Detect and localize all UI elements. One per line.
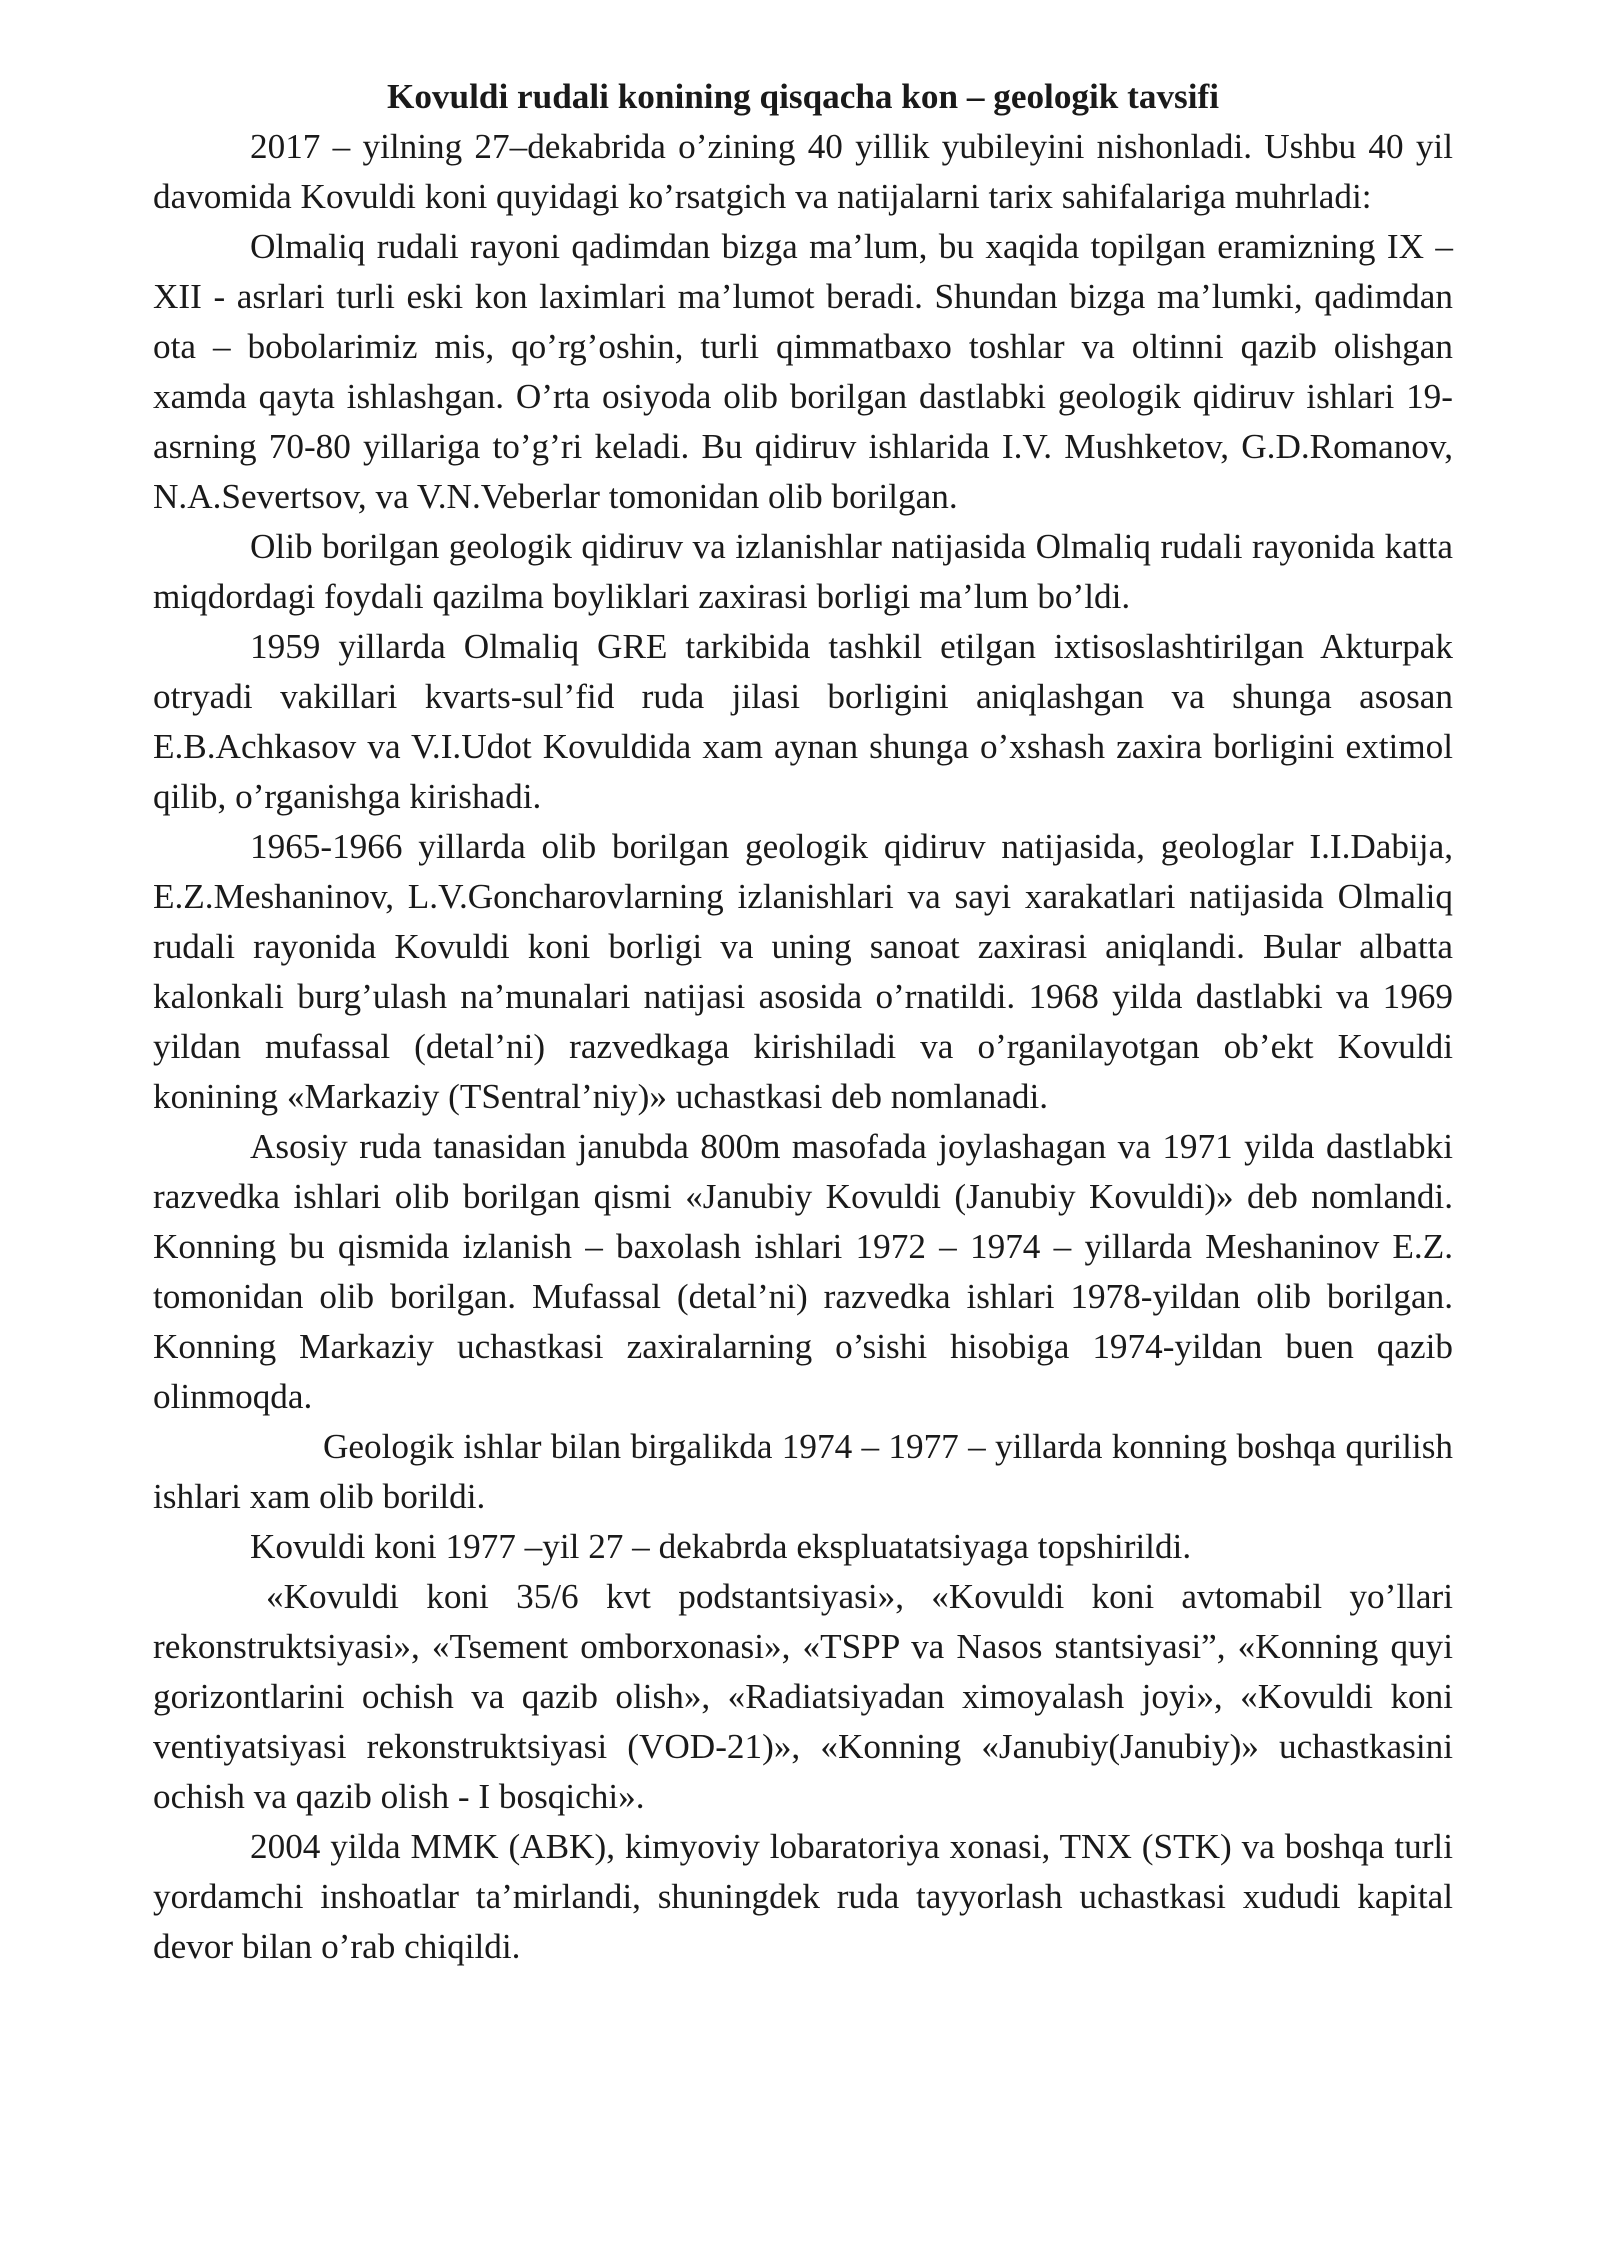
paragraph-2004: 2004 yilda MMK (ABK), kimyoviy lobaratoriya xonasi, TNX (STK) va boshqa turli yordamchi inshoatlar ta’mirlandi, shuningdek ruda tayyorlash uchastkasi xududi kapital devor bilan o’rab chiqildi. [153, 1827, 1453, 1966]
paragraph-commissioning: Kovuldi koni 1977 –yil 27 – dekabrda ekspluatatsiyaga topshirildi. [250, 1527, 1192, 1566]
paragraph-projects: «Kovuldi koni 35/6 kvt podstantsiyasi», «Kovuldi koni avtomabil yo’llari rekonstruktsiyasi», «Tsement omborxonasi», «TSPP va Nasos stantsiyasi”, «Konning quyi gorizontlarini ochish va qazib olish», «Radiatsiyadan ximoyalash joyi», «Kovuldi koni ventiyatsiyasi rekonstruktsiyasi (VOD-21)», «Konning «Janubiy(Janubiy)» uchastkasini ochish va qazib olish - I bosqichi». [153, 1577, 1453, 1816]
document-title: Kovuldi rudali konining qisqacha kon – geologik tavsifi [386, 77, 1220, 116]
paragraph-1965: 1965-1966 yillarda olib borilgan geologik qidiruv natijasida, geologlar I.I.Dabija, E.Z.Meshaninov, L.V.Goncharovlarning izlanishlari va sayi xarakatlari natijasida Olmaliq rudali rayonida Kovuldi koni borligi va uning sanoat zaxirasi aniqlandi. Bular albatta kalonkali burg’ulash na’munalari natijasi asosida o’rnatildi. 1968 yilda dastlabki va 1969 yildan mufassal (detal’ni) razvedkaga kirishiladi va o’rganilayotgan ob’ekt Kovuldi konining «Markaziy (TSentral’niy)» uchastkasi deb nomlanadi. [153, 827, 1453, 1116]
paragraph-construction: Geologik ishlar bilan birgalikda 1974 – 1977 – yillarda konning boshqa qurilish ishlari xam olib borildi. [153, 1427, 1453, 1516]
paragraph-history: Olmaliq rudali rayoni qadimdan bizga ma’lum, bu xaqida topilgan eramizning IX – XII - asrlari turli eski kon laximlari ma’lumot beradi. Shundan bizga ma’lumki, qadimdan ota – bobolarimiz mis, qo’rg’oshin, turli qimmatbaxo toshlar va oltinni qazib olishgan xamda qayta ishlashgan. O’rta osiyoda olib borilgan dastlabki geologik qidiruv ishlari 19- asrning 70-80 yillariga to’g’ri keladi. Bu qidiruv ishlarida I.V. Mushketov, G.D.Romanov, N.A.Severtsov, va V.N.Veberlar tomonidan olib borilgan. [153, 227, 1453, 516]
paragraph-1959: 1959 yillarda Olmaliq GRE tarkibida tashkil etilgan ixtisoslashtirilgan Akturpak otryadi vakillari kvarts-sul’fid ruda jilasi borligini aniqlashgan va shunga asosan E.B.Achkasov va V.I.Udot Kovuldida xam aynan shunga o’xshash zaxira borligini extimol qilib, o’rganishga kirishadi. [153, 627, 1453, 816]
paragraph-reserves: Olib borilgan geologik qidiruv va izlanishlar natijasida Olmaliq rudali rayonida katta miqdordagi foydali qazilma boyliklari zaxirasi borligi ma’lum bo’ldi. [153, 527, 1453, 616]
paragraph-anniversary: 2017 – yilning 27–dekabrida o’zining 40 yillik yubileyini nishonladi. Ushbu 40 yil davomida Kovuldi koni quyidagi ko’rsatgich va natijalarni tarix sahifalariga muhrladi: [153, 127, 1453, 216]
paragraph-south-section: Asosiy ruda tanasidan janubda 800m masofada joylashagan va 1971 yilda dastlabki razvedka ishlari olib borilgan qismi «Janubiy Kovuldi (Janubiy Kovuldi)» deb nomlandi. Konning bu qismida izlanish – baxolash ishlari 1972 – 1974 – yillarda Meshaninov E.Z. tomonidan olib borilgan. Mufassal (detal’ni) razvedka ishlari 1978-yildan olib borilgan. Konning Markaziy uchastkasi zaxiralarning o’sishi hisobiga 1974-yildan buen qazib olinmoqda. [153, 1127, 1453, 1416]
document-page [153, 72, 1453, 1972]
